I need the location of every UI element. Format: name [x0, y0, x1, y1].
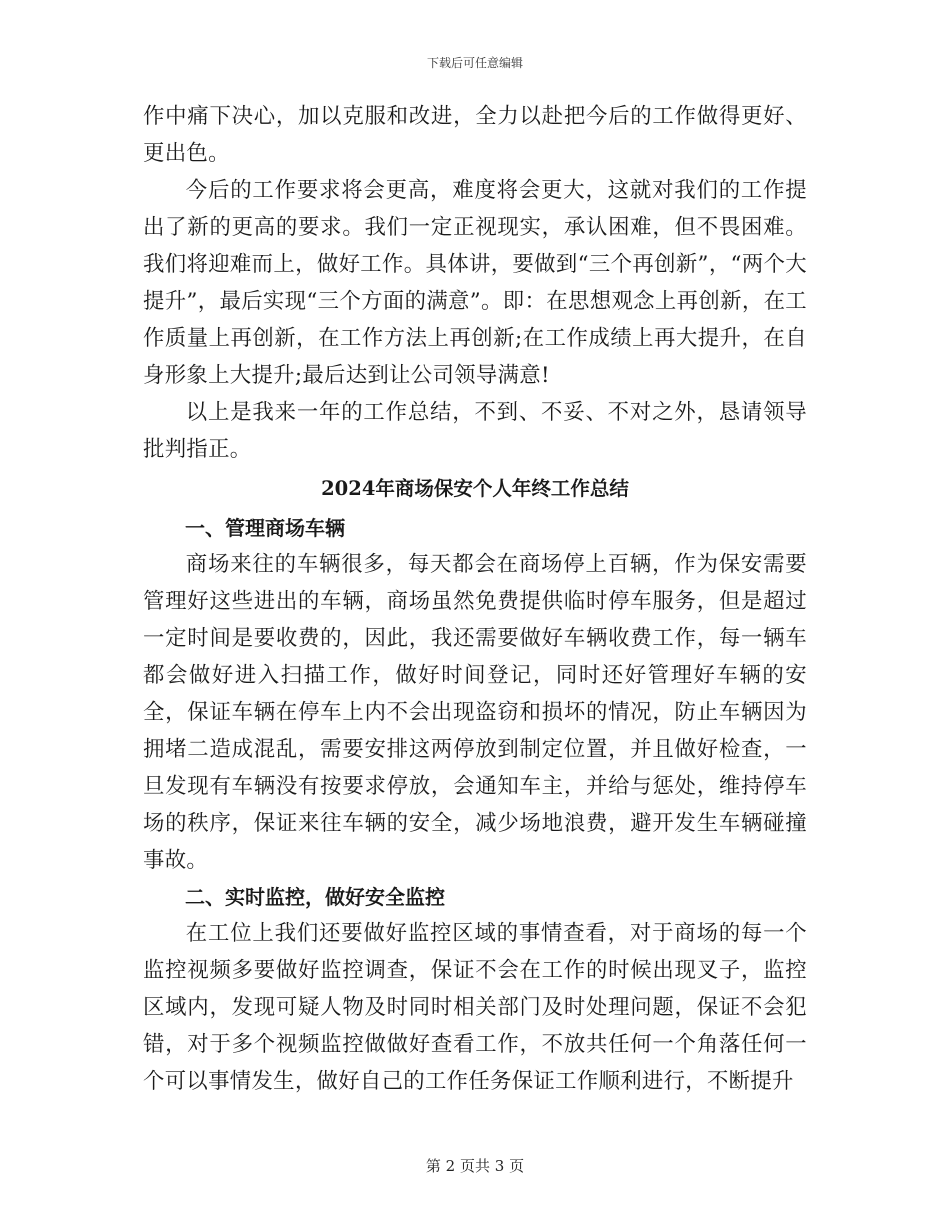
paragraph-continuation: 作中痛下决心，加以克服和改进，全力以赴把今后的工作做得更好、更出色。 — [143, 104, 807, 166]
paragraph-monitoring: 在工位上我们还要做好监控区域的事情查看，对于商场的每一个监控视频多要做好监控调查，保证不会在工作的时候出现叉子，监控区域内，发现可疑人物及时同时相关部门及时处理问题，保证不会犯错，对于多个视频监控做做好查看工作，不放共任何一个角落任何一个可以事情发生，做好自己的工作任务保证工作顺利进行，不断提升 — [143, 921, 807, 1094]
section-heading-monitoring: 二、实时监控，做好安全监控 — [185, 885, 445, 909]
paragraph-closing: 以上是我来一年的工作总结，不到、不妥、不对之外，恳请领导批判指正。 — [143, 400, 807, 462]
paragraph-requirements: 今后的工作要求将会更高，难度将会更大，这就对我们的工作提出了新的更高的要求。我们一定正视现实，承认困难，但不畏困难。我们将迎难而上，做好工作。具体讲，要做到“三个再创新”，“两个大提升”，最后实现“三个方面的满意”。即：在思想观念上再创新，在工作质量上再创新，在工作方法上再创新;在工作成绩上再大提升，在自身形象上大提升;最后达到让公司领导满意! — [143, 178, 807, 388]
section-heading-vehicles: 一、管理商场车辆 — [185, 516, 345, 540]
document-body — [143, 98, 807, 1100]
page-number: 第 2 页共 3 页 — [425, 1157, 525, 1175]
document-title: 2024年商场保安个人年终工作总结 — [321, 477, 629, 500]
paragraph-vehicles: 商场来往的车辆很多，每天都会在商场停上百辆，作为保安需要管理好这些进出的车辆，商场虽然免费提供临时停车服务，但是超过一定时间是要收费的，因此，我还需要做好车辆收费工作，每一辆车都会做好进入扫描工作，做好时间登记，同时还好管理好车辆的安全，保证车辆在停车上内不会出现盗窃和损坏的情况，防止车辆因为拥堵二造成混乱，需要安排这两停放到制定位置，并且做好检查，一旦发现有车辆没有按要求停放，会通知车主，并给与惩处，维持停车场的秩序，保证来往车辆的安全，减少场地浪费，避开发生车辆碰撞事故。 — [143, 552, 807, 873]
page-header-note: 下载后可任意编辑 — [426, 56, 523, 70]
